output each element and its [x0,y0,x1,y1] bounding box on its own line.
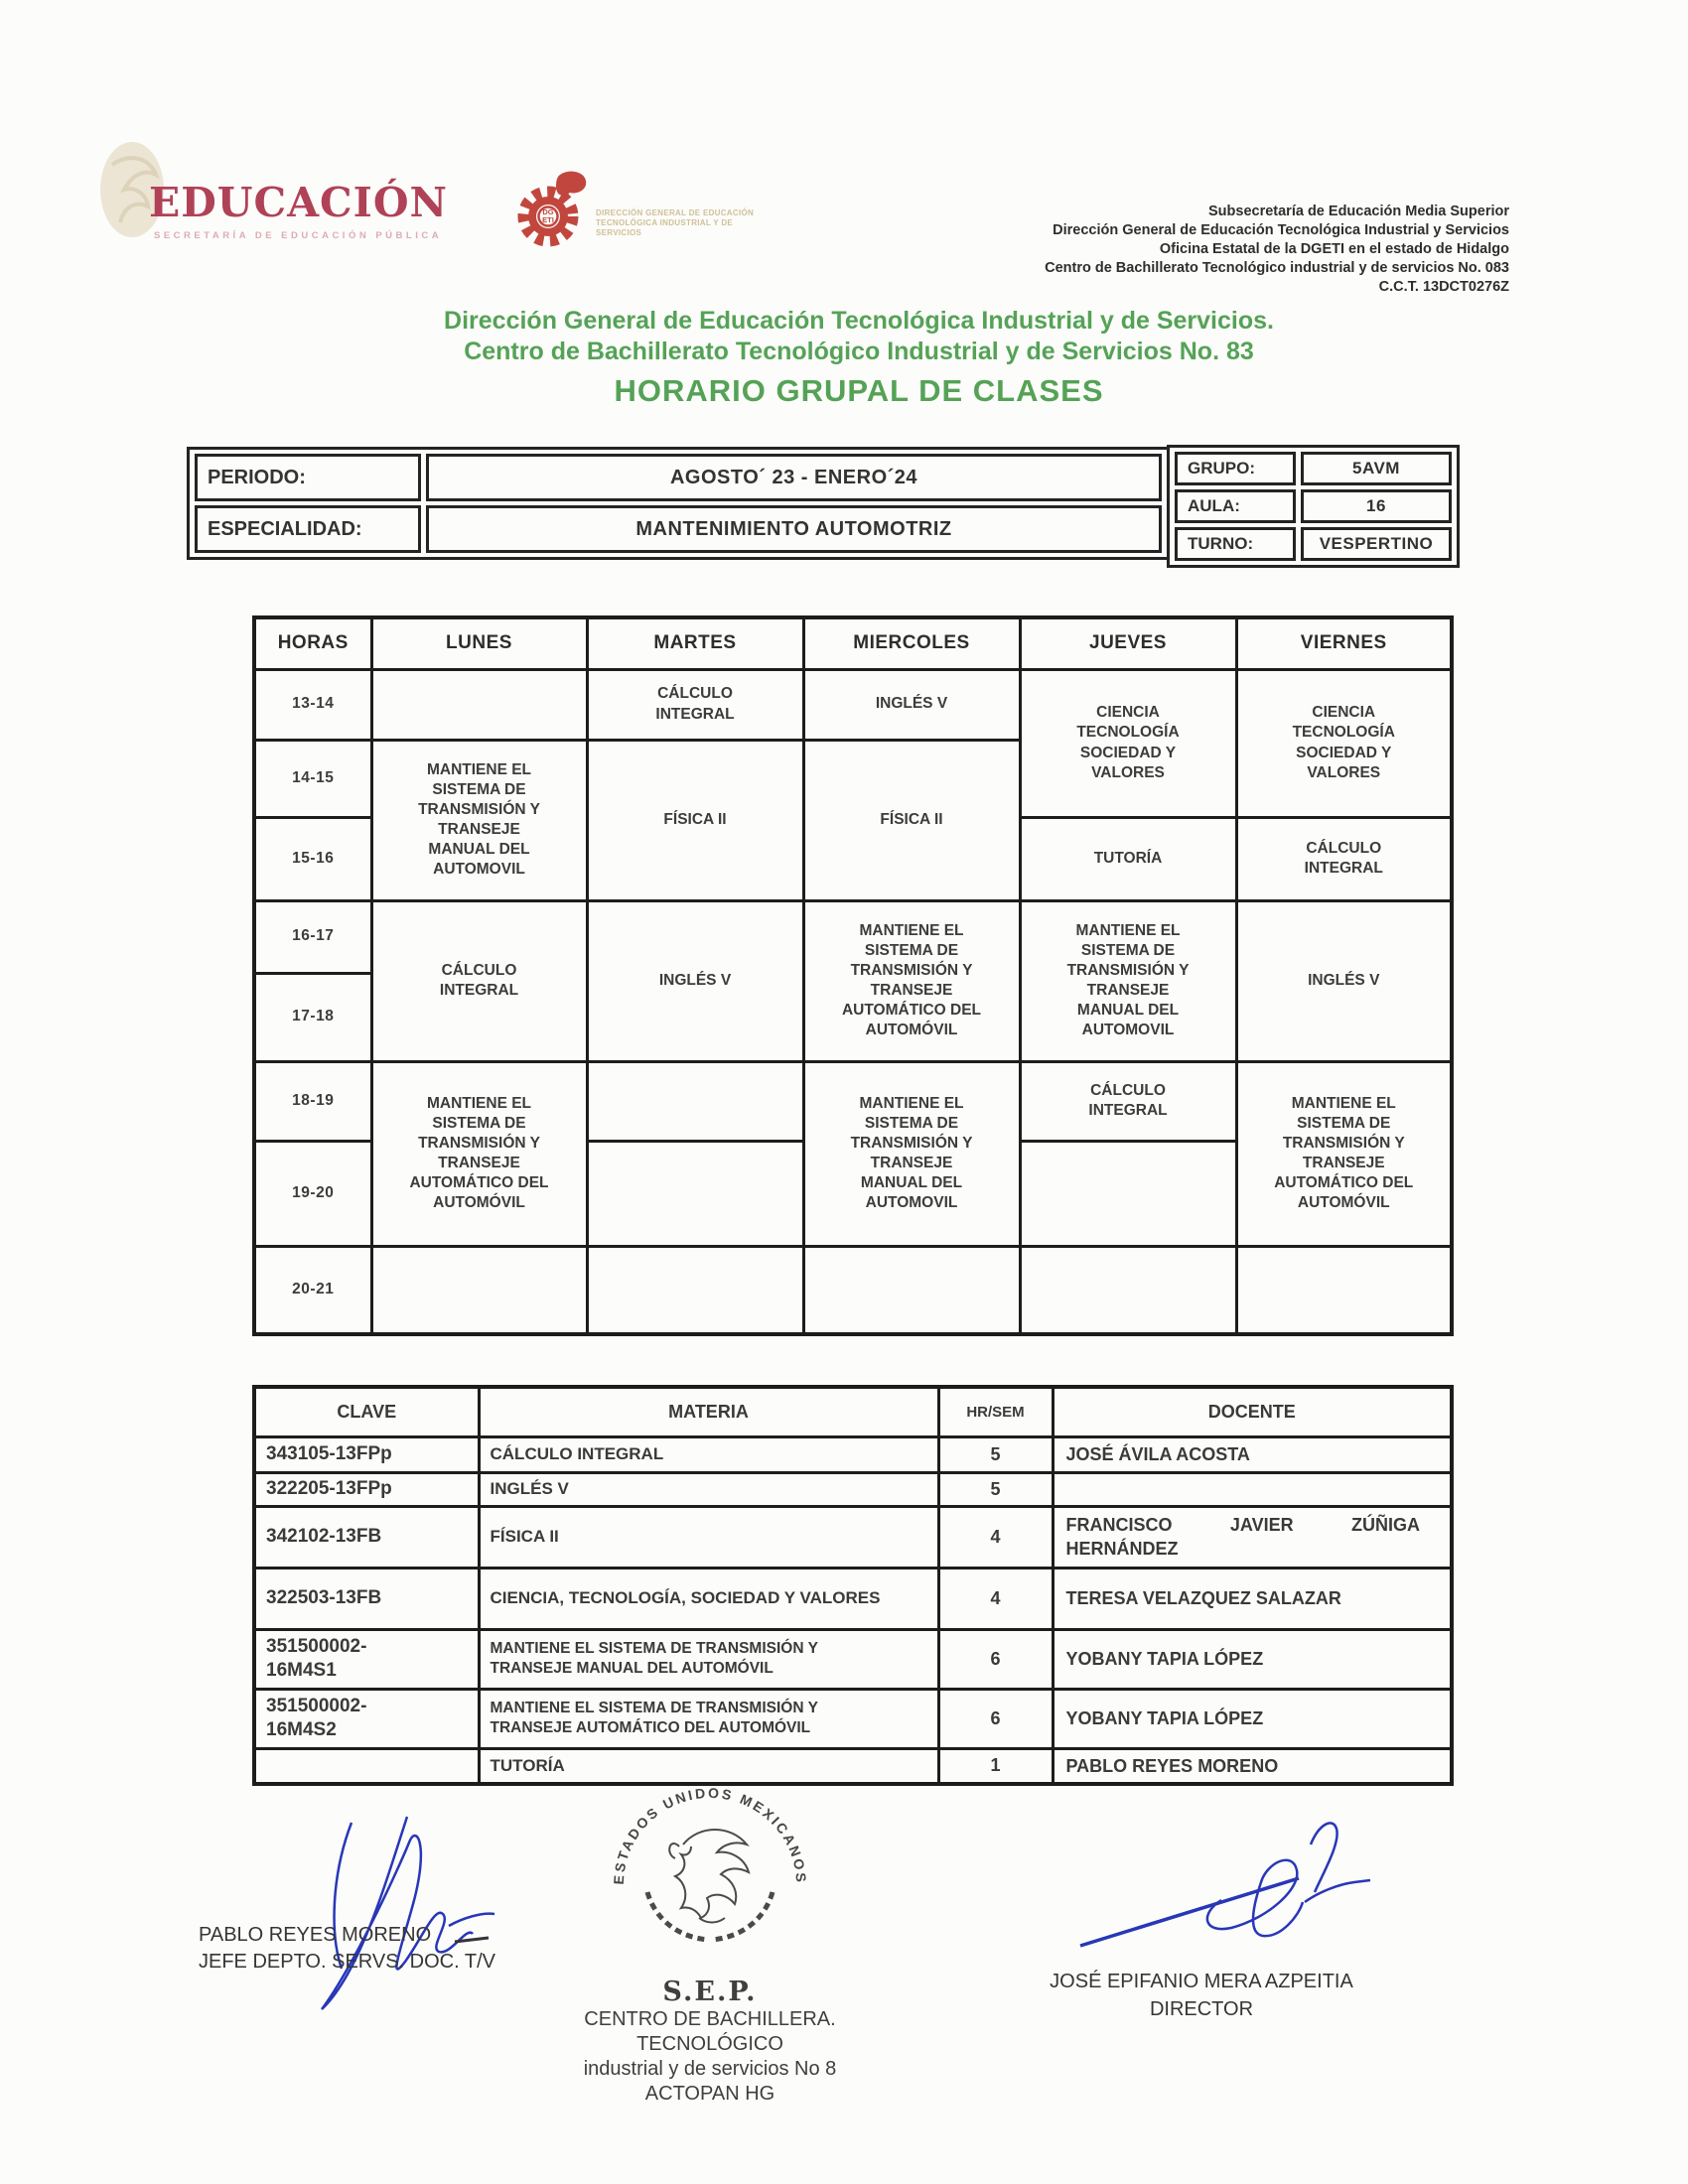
cell-text: CIENCIA TECNOLOGÍA SOCIEDAD Y VALORES [1076,704,1180,781]
subjects-table [252,1385,1454,1786]
hour-label: 13-14 [254,669,371,740]
period-specialty-table [187,447,1170,560]
hrs-cell: 6 [938,1629,1053,1689]
schedule-cell [587,900,803,1061]
letterhead-line: Subsecretaría de Educación Media Superior [1208,204,1509,219]
schedule-cell [371,1061,587,1246]
hrs-cell: 4 [938,1568,1053,1629]
schedule-cell [1236,1061,1452,1246]
educacion-subtext: SECRETARÍA DE EDUCACIÓN PÚBLICA [154,230,443,241]
hour-label: 16-17 [254,900,371,973]
schedule-cell-empty [587,1061,803,1141]
subject-row [254,1568,1452,1629]
col-header-horas: HORAS [254,617,371,669]
schedule-cell [803,669,1020,740]
clave-cell [254,1748,479,1784]
schedule-cell-empty [1236,1246,1452,1334]
svg-text:ETI: ETI [542,215,554,224]
schedule-cell [803,1061,1020,1246]
cell-text: MANTIENE EL SISTEMA DE TRANSMISIÓN Y TRANSEJE MANUAL DEL AUTOMOVIL [1066,921,1190,1039]
col-header-lunes: LUNES [371,617,587,669]
cell-text: CÁLCULO INTEGRAL [1088,1081,1168,1119]
schedule-cell [1020,900,1236,1061]
subject-row [254,1629,1452,1689]
cell-text: INGLÉS V [658,971,732,989]
materia-cell: TUTORÍA [479,1748,938,1784]
aula-value: 16 [1301,489,1452,523]
svg-text:ESTADOS UNIDOS MEXICANOS [611,1785,809,1885]
hrs-cell: 5 [938,1436,1053,1472]
seal-sep-text: S.E.P. [662,1977,758,2007]
letterhead-line: Oficina Estatal de la DGETI en el estado de Hidalgo [1159,241,1509,257]
org-line1: Dirección General de Educación Tecnológica Industrial y de Servicios. [444,307,1274,335]
sep-seal [566,1773,854,2107]
schedule-cell [803,900,1020,1061]
cell-text: MANTIENE EL SISTEMA DE TRANSMISIÓN Y TRANSEJE AUTOMÁTICO DEL AUTOMÓVIL [1274,1094,1414,1212]
materia-cell: CIENCIA, TECNOLOGÍA, SOCIEDAD Y VALORES [479,1568,938,1629]
schedule-cell [587,740,803,900]
cell-text: INGLÉS V [1308,971,1380,989]
signature-ink-left [260,1815,498,2013]
schedule-cell [1236,900,1452,1061]
clave-cell: 351500002-16M4S1 [254,1629,479,1689]
col-header-clave: CLAVE [254,1387,479,1436]
clave-cell: 322503-13FB [254,1568,479,1629]
schedule-row-16-17 [254,900,1452,973]
schedule-cell [1020,817,1236,900]
cell-text: CÁLCULO INTEGRAL [1304,839,1383,877]
docente-cell: JOSÉ ÁVILA ACOSTA [1053,1436,1452,1472]
subject-row [254,1472,1452,1506]
hrs-cell: 1 [938,1748,1053,1784]
cell-text: CÁLCULO INTEGRAL [439,961,519,999]
col-header-miercoles: MIERCOLES [803,617,1020,669]
clave-cell: 322205-13FPp [254,1472,479,1506]
dgeti-caption-line2: TECNOLÓGICA INDUSTRIAL Y DE SERVICIOS [596,218,734,237]
document-heading [248,306,1470,409]
subject-row [254,1436,1452,1472]
cell-text: MANTIENE EL SISTEMA DE TRANSMISIÓN Y TRANSEJE AUTOMÁTICO DEL AUTOMÓVIL [841,921,982,1039]
turno-value: VESPERTINO [1301,527,1452,561]
seal-line3: industrial y de servicios No 8 [583,2058,837,2080]
col-header-hrsem: HR/SEM [938,1387,1053,1436]
subject-row [254,1506,1452,1568]
schedule-cell-empty [587,1141,803,1246]
subject-row [254,1689,1452,1748]
schedule-cell [1020,669,1236,817]
group-info-table [1167,445,1460,568]
cell-text: CIENCIA TECNOLOGÍA SOCIEDAD Y VALORES [1292,704,1395,781]
schedule-row-18-19 [254,1061,1452,1141]
materia-cell: MANTIENE EL SISTEMA DE TRANSMISIÓN Y TRANSEJE MANUAL DEL AUTOMÓVIL [479,1629,938,1689]
materia-cell: MANTIENE EL SISTEMA DE TRANSMISIÓN Y TRANSEJE AUTOMÁTICO DEL AUTOMÓVIL [479,1689,938,1748]
seal-line2: TECNOLÓGICO [636,2033,783,2055]
org-line2: Centro de Bachillerato Tecnológico Industrial y de Servicios No. 83 [464,338,1254,365]
signature-block-right [993,1968,1410,2023]
weekly-schedule-table [252,615,1454,1336]
subjects-header-row [254,1387,1452,1436]
page-title: HORARIO GRUPAL DE CLASES [614,373,1104,408]
signer-name-right: JOSÉ EPIFANIO MERA AZPEITIA [1050,1971,1353,1992]
dgeti-gear-icon [508,169,598,254]
cell-text: TUTORÍA [1093,849,1163,867]
hour-label: 14-15 [254,740,371,817]
col-header-docente: DOCENTE [1053,1387,1452,1436]
schedule-cell-empty [803,1246,1020,1334]
grupo-value: 5AVM [1301,452,1452,485]
clave-cell: 351500002-16M4S2 [254,1689,479,1748]
schedule-cell [371,740,587,900]
clave-cell: 342102-13FB [254,1506,479,1568]
signer-title-right: DIRECTOR [1149,1998,1254,2020]
hour-label: 19-20 [254,1141,371,1246]
hour-label: 17-18 [254,973,371,1061]
cell-text: MANTIENE EL SISTEMA DE TRANSMISIÓN Y TRANSEJE MANUAL DEL AUTOMOVIL [418,760,540,879]
schedule-header-row [254,617,1452,669]
hour-label: 15-16 [254,817,371,900]
col-header-materia: MATERIA [479,1387,938,1436]
periodo-label: PERIODO: [195,454,421,501]
periodo-value: AGOSTO´ 23 - ENERO´24 [426,454,1162,501]
schedule-cell [587,669,803,740]
docente-cell: YOBANY TAPIA LÓPEZ [1053,1689,1452,1748]
especialidad-label: ESPECIALIDAD: [195,505,421,553]
turno-label: TURNO: [1175,527,1296,561]
col-header-viernes: VIERNES [1236,617,1452,669]
seal-emblem-icon [596,1773,824,1970]
materia-cell: CÁLCULO INTEGRAL [479,1436,938,1472]
col-header-jueves: JUEVES [1020,617,1236,669]
hrs-cell: 6 [938,1689,1053,1748]
materia-cell: INGLÉS V [479,1472,938,1506]
letterhead-right-block [854,203,1509,297]
seal-arc-text: ESTADOS UNIDOS MEXICANOS [610,1784,810,1885]
grupo-label: GRUPO: [1175,452,1296,485]
hrs-cell: 4 [938,1506,1053,1568]
materia-cell: FÍSICA II [479,1506,938,1568]
signer-title-left: JEFE DEPTO. SERVS. DOC. T/V [199,1951,495,1973]
seal-line1: CENTRO DE BACHILLERA. [584,2008,836,2030]
schedule-cell [1236,669,1452,817]
schedule-cell-empty [1020,1141,1236,1246]
schedule-cell [803,740,1020,900]
schedule-cell-empty [371,669,587,740]
schedule-cell-empty [371,1246,587,1334]
signer-name-left: PABLO REYES MORENO [199,1924,432,1946]
hour-label: 18-19 [254,1061,371,1141]
letterhead-line: Centro de Bachillerato Tecnológico industrial y de servicios No. 083 [1045,260,1509,276]
cell-text: MANTIENE EL SISTEMA DE TRANSMISIÓN Y TRANSEJE AUTOMÁTICO DEL AUTOMÓVIL [409,1094,549,1212]
col-header-martes: MARTES [587,617,803,669]
letterhead-line: Dirección General de Educación Tecnológica Industrial y Servicios [1053,222,1509,238]
docente-cell: YOBANY TAPIA LÓPEZ [1053,1629,1452,1689]
svg-text:DG: DG [542,207,554,216]
schedule-cell [1236,817,1452,900]
letterhead-cct: C.C.T. 13DCT0276Z [1378,279,1509,295]
cell-text: CÁLCULO INTEGRAL [655,685,735,723]
hrs-cell: 5 [938,1472,1053,1506]
cell-text: MANTIENE EL SISTEMA DE TRANSMISIÓN Y TRANSEJE MANUAL DEL AUTOMOVIL [850,1094,973,1212]
educacion-wordmark: EDUCACIÓN [149,179,449,226]
schedule-row-13-14 [254,669,1452,740]
signature-ink-right [1072,1809,1400,1958]
sep-educacion-logo [94,127,554,256]
docente-cell: PABLO REYES MORENO [1053,1748,1452,1784]
docente-cell [1053,1472,1452,1506]
schedule-cell-empty [1020,1246,1236,1334]
dgeti-caption-line1: DIRECCIÓN GENERAL DE EDUCACIÓN [596,208,755,217]
seal-line4: ACTOPAN HG [644,2083,775,2105]
dgeti-caption [596,208,765,238]
schedule-cell [371,900,587,1061]
cell-text: FÍSICA II [663,810,727,828]
cell-text: INGLÉS V [875,695,948,713]
docente-cell: FRANCISCO JAVIER ZÚÑIGA HERNÁNDEZ [1053,1506,1452,1568]
schedule-cell [1020,1061,1236,1141]
schedule-row-20-21 [254,1246,1452,1334]
signature-block-left [199,1922,495,1976]
aula-label: AULA: [1175,489,1296,523]
schedule-cell-empty [587,1246,803,1334]
docente-cell: TERESA VELAZQUEZ SALAZAR [1053,1568,1452,1629]
hour-label: 20-21 [254,1246,371,1334]
clave-cell: 343105-13FPp [254,1436,479,1472]
especialidad-value: MANTENIMIENTO AUTOMOTRIZ [426,505,1162,553]
cell-text: FÍSICA II [880,810,943,828]
